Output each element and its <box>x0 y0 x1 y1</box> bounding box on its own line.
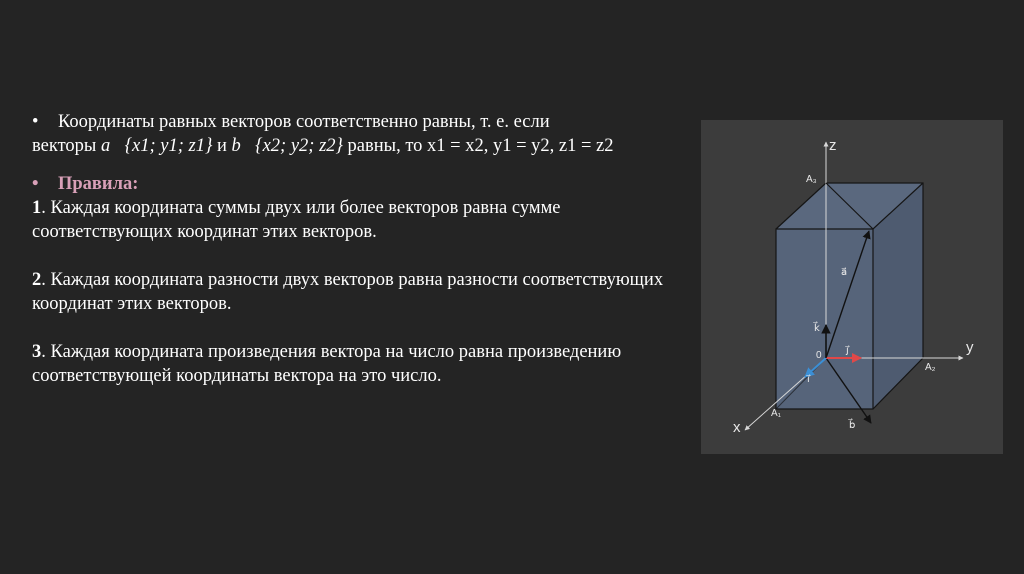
paragraph-line-1: Координаты равных векторов соответственно равны, т. е. если <box>58 112 550 132</box>
label-x: x <box>733 419 741 436</box>
rules-heading-label: Правила: <box>58 174 139 194</box>
rule-1-text: . Каждая координата суммы двух или более векторов равна сумме соответствующих координат этих векторов. <box>32 198 561 242</box>
rules-heading <box>32 172 692 196</box>
coordinate-box-figure <box>701 120 1003 454</box>
paragraph-line-2 <box>32 134 692 158</box>
box-front-face <box>776 229 873 409</box>
rule-3-text: . Каждая координата произведения вектора на число равна произведению соответствующей координаты вектора на это число. <box>32 342 622 386</box>
label-A1: A₁ <box>771 408 782 419</box>
figure-svg <box>701 120 1003 454</box>
label-vector-b: b⃗ <box>849 420 856 431</box>
bullet: • <box>32 112 39 132</box>
label-vector-i: i⃗ <box>807 374 810 385</box>
rule-1-number: 1 <box>32 198 42 218</box>
vector-a-symbol: a⃗ <box>100 136 125 156</box>
label-vector-k: k⃗ <box>814 323 820 334</box>
rule-1 <box>32 196 692 244</box>
text-prefix: векторы <box>32 136 101 156</box>
text-conjunction: и <box>212 136 232 156</box>
vector-b-symbol: b⃗ <box>231 136 256 156</box>
label-A3: A₃ <box>806 174 817 185</box>
label-z: z <box>829 137 837 154</box>
rule-2-number: 2 <box>32 270 42 290</box>
label-vector-a: a⃗ <box>841 267 848 278</box>
rule-2-text: . Каждая координата разности двух векторов равна разности соответствующих координат этих векторов. <box>32 270 664 314</box>
rule-2 <box>32 268 692 316</box>
bullet: • <box>32 174 39 194</box>
label-vector-j: j⃗ <box>846 345 849 356</box>
label-y: y <box>966 339 974 356</box>
slide-text <box>32 110 692 388</box>
vector-a-coords: {x1; y1; z1} <box>124 136 213 156</box>
equality-statement: равны, то x1 = x2, y1 = y2, z1 = z2 <box>342 136 614 156</box>
label-origin: 0 <box>816 350 822 361</box>
vector-b-coords: {x2; y2; z2} <box>255 136 343 156</box>
label-A2: A₂ <box>925 362 936 373</box>
rule-3 <box>32 340 692 388</box>
paragraph-equal-vectors <box>32 110 692 134</box>
rule-3-number: 3 <box>32 342 42 362</box>
